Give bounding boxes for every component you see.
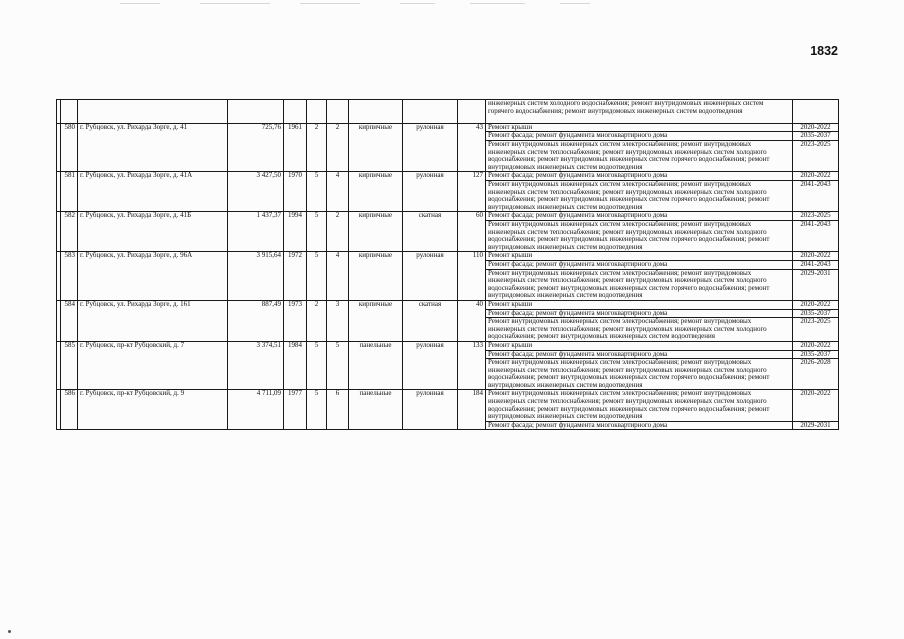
repair-period: 2041-2043	[793, 180, 839, 211]
floor-count: 5	[307, 341, 327, 390]
apartment-count: 60	[458, 212, 486, 252]
floor-count: 5	[307, 252, 327, 301]
table-row	[57, 172, 839, 181]
total-area: 3 427,50	[228, 172, 284, 212]
apartment-count: 133	[458, 341, 486, 390]
building-address: г. Рубцовск, ул. Рихарда Зорге, д. 96А	[78, 252, 228, 301]
row-number: 581	[61, 172, 78, 212]
entrance-count: 3	[327, 300, 349, 341]
total-area: 725,76	[228, 123, 284, 172]
row-number: 585	[61, 341, 78, 390]
wall-material: кирпичные	[349, 123, 403, 172]
repair-schedule-table	[56, 99, 839, 430]
roof-type	[403, 100, 458, 124]
total-area: 3 374,51	[228, 341, 284, 390]
building-address: г. Рубцовск, ул. Рихарда Зорге, д. 41	[78, 123, 228, 172]
total-area: 1 437,37	[228, 212, 284, 252]
repair-works: Ремонт внутридомовых инженерных систем электроснабжения; ремонт внутридомовых инженерных систем теплоснабжения; ремонт внутридомовых инженерных систем холодного водоснабжения; ремонт внутридомовых инженерных систем горячего водоснабжения; ремонт внутридомовых инженерных систем водоотведения	[486, 359, 793, 390]
wall-material	[349, 100, 403, 124]
repair-period: 2035-2037	[793, 309, 839, 318]
repair-works: Ремонт крыши	[486, 123, 793, 132]
repair-works: инженерных систем холодного водоснабжения; ремонт внутридомовых инженерных систем горячего водоснабжения; ремонт внутридомовых инженерных систем водоотведения	[486, 100, 793, 124]
repair-works: Ремонт фасада; ремонт фундамента многоквартирного дома	[486, 350, 793, 359]
repair-period: 2020-2022	[793, 172, 839, 181]
floor-count: 5	[307, 172, 327, 212]
repair-works: Ремонт внутридомовых инженерных систем электроснабжения; ремонт внутридомовых инженерных систем теплоснабжения; ремонт внутридомовых инженерных систем холодного водоснабжения; ремонт внутридомовых инженерных систем горячего водоснабжения; ремонт внутридомовых инженерных систем водоотведения	[486, 269, 793, 300]
repair-works: Ремонт крыши	[486, 252, 793, 261]
build-year: 1970	[284, 172, 307, 212]
repair-period: 2020-2022	[793, 300, 839, 309]
repair-period: 2035-2037	[793, 350, 839, 359]
floor-count: 5	[307, 390, 327, 430]
building-address: г. Рубцовск, ул. Рихарда Зорге, д. 41А	[78, 172, 228, 212]
table-row	[57, 252, 839, 261]
repair-period: 2020-2022	[793, 341, 839, 350]
entrance-count	[327, 100, 349, 124]
build-year: 1984	[284, 341, 307, 390]
repair-works: Ремонт внутридомовых инженерных систем электроснабжения; ремонт внутридомовых инженерных систем теплоснабжения; ремонт внутридомовых инженерных систем холодного водоснабжения; ремонт внутридомовых инженерных систем водоотведения	[486, 318, 793, 342]
floor-count: 5	[307, 212, 327, 252]
apartment-count: 184	[458, 390, 486, 430]
repair-works: Ремонт внутридомовых инженерных систем электроснабжения; ремонт внутридомовых инженерных систем теплоснабжения; ремонт внутридомовых инженерных систем холодного водоснабжения; ремонт внутридомовых инженерных систем горячего водоснабжения; ремонт внутридомовых инженерных систем водоотведения	[486, 180, 793, 211]
table-row	[57, 123, 839, 132]
page-number: 1832	[810, 44, 838, 58]
table-row	[57, 390, 839, 421]
repair-period: 2020-2022	[793, 123, 839, 132]
build-year: 1977	[284, 390, 307, 430]
apartment-count	[458, 100, 486, 124]
floor-count: 2	[307, 300, 327, 341]
build-year: 1973	[284, 300, 307, 341]
total-area: 887,49	[228, 300, 284, 341]
repair-period	[793, 100, 839, 124]
entrance-count: 6	[327, 390, 349, 430]
roof-type: рулонная	[403, 390, 458, 430]
row-number: 582	[61, 212, 78, 252]
apartment-count: 43	[458, 123, 486, 172]
repair-period: 2035-2037	[793, 132, 839, 141]
build-year: 1994	[284, 212, 307, 252]
roof-type: рулонная	[403, 172, 458, 212]
wall-material: панельные	[349, 341, 403, 390]
repair-works: Ремонт внутридомовых инженерных систем электроснабжения; ремонт внутридомовых инженерных систем теплоснабжения; ремонт внутридомовых инженерных систем холодного водоснабжения; ремонт внутридомовых инженерных систем горячего водоснабжения; ремонт внутридомовых инженерных систем водоотведения	[486, 140, 793, 171]
repair-works: Ремонт фасада; ремонт фундамента многоквартирного дома	[486, 309, 793, 318]
repair-period: 2020-2022	[793, 252, 839, 261]
total-area: 4 711,09	[228, 390, 284, 430]
entrance-count: 5	[327, 341, 349, 390]
wall-material: панельные	[349, 390, 403, 430]
repair-period: 2023-2025	[793, 212, 839, 221]
building-address: г. Рубцовск, пр-кт Рубцовский, д. 9	[78, 390, 228, 430]
repair-period: 2041-2043	[793, 220, 839, 251]
repair-period: 2020-2022	[793, 390, 839, 421]
repair-period: 2023-2025	[793, 140, 839, 171]
table-row	[57, 300, 839, 309]
floor-count	[307, 100, 327, 124]
total-area	[228, 100, 284, 124]
entrance-count: 2	[327, 123, 349, 172]
roof-type: скатная	[403, 300, 458, 341]
entrance-count: 2	[327, 212, 349, 252]
build-year	[284, 100, 307, 124]
apartment-count: 110	[458, 252, 486, 301]
roof-type: рулонная	[403, 341, 458, 390]
repair-works: Ремонт внутридомовых инженерных систем электроснабжения; ремонт внутридомовых инженерных систем теплоснабжения; ремонт внутридомовых инженерных систем холодного водоснабжения; ремонт внутридомовых инженерных систем горячего водоснабжения; ремонт внутридомовых инженерных систем водоотведения	[486, 220, 793, 251]
repair-works: Ремонт фасада; ремонт фундамента многоквартирного дома	[486, 421, 793, 430]
building-address: г. Рубцовск, ул. Рихарда Зорге, д. 161	[78, 300, 228, 341]
scan-speck	[8, 630, 11, 633]
roof-type: скатная	[403, 212, 458, 252]
repair-period: 2029-2031	[793, 269, 839, 300]
building-address: г. Рубцовск, ул. Рихарда Зорге, д. 41Б	[78, 212, 228, 252]
apartment-count: 127	[458, 172, 486, 212]
wall-material: кирпичные	[349, 172, 403, 212]
row-number: 584	[61, 300, 78, 341]
wall-material: кирпичные	[349, 212, 403, 252]
floor-count: 2	[307, 123, 327, 172]
building-address	[78, 100, 228, 124]
repair-works: Ремонт фасада; ремонт фундамента многоквартирного дома	[486, 212, 793, 221]
repair-works: Ремонт фасада; ремонт фундамента многоквартирного дома	[486, 260, 793, 269]
row-number	[61, 100, 78, 124]
table-row	[57, 100, 839, 124]
repair-period: 2041-2043	[793, 260, 839, 269]
build-year: 1961	[284, 123, 307, 172]
entrance-count: 4	[327, 172, 349, 212]
repair-works: Ремонт крыши	[486, 300, 793, 309]
repair-works: Ремонт внутридомовых инженерных систем электроснабжения; ремонт внутридомовых инженерных систем теплоснабжения; ремонт внутридомовых инженерных систем холодного водоснабжения; ремонт внутридомовых инженерных систем горячего водоснабжения; ремонт внутридомовых инженерных систем водоотведения	[486, 390, 793, 421]
building-address: г. Рубцовск, пр-кт Рубцовский, д. 7	[78, 341, 228, 390]
repair-period: 2029-2031	[793, 421, 839, 430]
repair-works: Ремонт фасада; ремонт фундамента многоквартирного дома	[486, 132, 793, 141]
wall-material: кирпичные	[349, 252, 403, 301]
row-number: 583	[61, 252, 78, 301]
entrance-count: 4	[327, 252, 349, 301]
table-row	[57, 212, 839, 221]
repair-period: 2023-2025	[793, 318, 839, 342]
wall-material: кирпичные	[349, 300, 403, 341]
table-row	[57, 341, 839, 350]
roof-type: рулонная	[403, 252, 458, 301]
row-number: 586	[61, 390, 78, 430]
roof-type: рулонная	[403, 123, 458, 172]
total-area: 3 915,64	[228, 252, 284, 301]
repair-works: Ремонт крыши	[486, 341, 793, 350]
build-year: 1972	[284, 252, 307, 301]
repair-works: Ремонт фасада; ремонт фундамента многоквартирного дома	[486, 172, 793, 181]
repair-period: 2026-2028	[793, 359, 839, 390]
apartment-count: 40	[458, 300, 486, 341]
row-number: 580	[61, 123, 78, 172]
